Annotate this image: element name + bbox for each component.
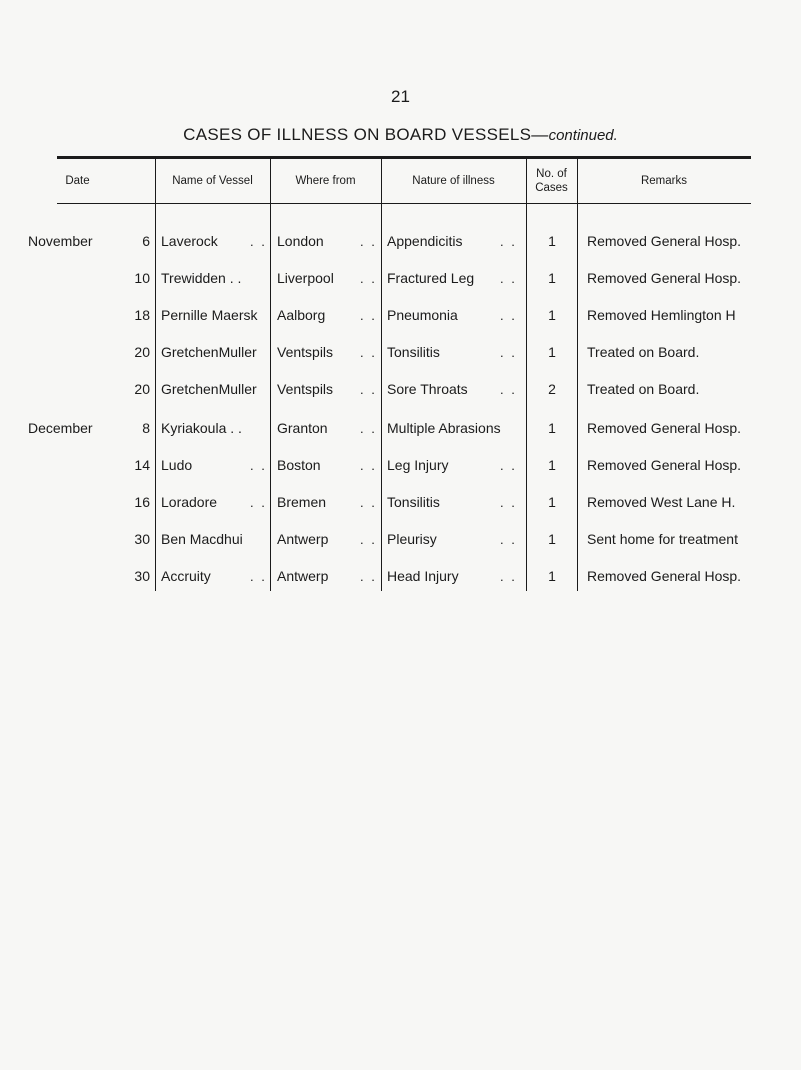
vessel-name: Accruity — [161, 568, 211, 584]
date-day: 10 — [134, 270, 150, 286]
nature-of-illness: Pleurisy — [387, 531, 437, 547]
number-of-cases: 1 — [548, 457, 556, 473]
dot-leader: . . — [360, 345, 377, 360]
remarks: Treated on Board. — [587, 344, 700, 360]
dot-leader: . . — [360, 532, 377, 547]
dot-leader: . . — [500, 495, 517, 510]
vessel-name: Kyriakoula . . — [161, 420, 242, 436]
date-day: 20 — [134, 344, 150, 360]
dot-leader: . . — [360, 458, 377, 473]
nature-of-illness: Leg Injury — [387, 457, 449, 473]
number-of-cases: 1 — [548, 270, 556, 286]
vessel-name: Loradore — [161, 494, 218, 510]
dot-leader: . . — [360, 271, 377, 286]
dot-leader: . . — [500, 458, 517, 473]
date-day: 6 — [142, 233, 150, 249]
dot-leader: . . — [500, 271, 517, 286]
dot-leader: . . — [500, 345, 517, 360]
vessel-name: GretchenMuller — [161, 381, 257, 397]
where-from: Bremen — [277, 494, 327, 510]
title-continued: continued. — [548, 127, 618, 144]
column-header-date: Date — [65, 175, 90, 187]
nature-of-illness: Fractured Leg — [387, 270, 475, 286]
remarks: Removed General Hosp. — [587, 568, 742, 584]
number-of-cases: 1 — [548, 233, 556, 249]
nature-of-illness: Head Injury — [387, 568, 459, 584]
column-header-remarks: Remarks — [640, 175, 687, 187]
nature-of-illness: Appendicitis — [387, 233, 463, 249]
dot-leader: . . — [360, 495, 377, 510]
remarks: Removed Hemlington H — [587, 307, 736, 323]
vessel-name: Ben Macdhui — [161, 531, 243, 547]
dot-leader: . . — [250, 458, 267, 473]
dot-leader: . . — [500, 569, 517, 584]
column-divider — [577, 158, 578, 591]
dot-leader: . . — [250, 234, 267, 249]
vessel-name: Trewidden . . — [161, 270, 242, 286]
dot-leader: . . — [500, 382, 517, 397]
number-of-cases: 1 — [548, 420, 556, 436]
dot-leader: . . — [500, 234, 517, 249]
nature-of-illness: Multiple Abrasions — [387, 420, 501, 436]
where-from: Granton — [277, 420, 328, 436]
vessel-name: Laverock — [161, 233, 218, 249]
column-divider — [155, 158, 156, 591]
date-day: 14 — [134, 457, 150, 473]
page-number: 21 — [391, 87, 410, 106]
number-of-cases: 1 — [548, 568, 556, 584]
vessel-name: GretchenMuller — [161, 344, 257, 360]
remarks: Removed General Hosp. — [587, 457, 742, 473]
dot-leader: . . — [360, 569, 377, 584]
column-header-vessel: Name of Vessel — [172, 175, 253, 187]
remarks: Removed General Hosp. — [587, 233, 742, 249]
dot-leader: . . — [250, 495, 267, 510]
date-day: 18 — [134, 307, 150, 323]
where-from: Antwerp — [277, 568, 329, 584]
dot-leader: . . — [360, 421, 377, 436]
date-month: December — [28, 420, 93, 436]
nature-of-illness: Tonsilitis — [387, 344, 440, 360]
dot-leader: . . — [360, 382, 377, 397]
where-from: London — [277, 233, 324, 249]
date-day: 30 — [134, 531, 150, 547]
date-day: 20 — [134, 381, 150, 397]
nature-of-illness: Tonsilitis — [387, 494, 440, 510]
date-month: November — [28, 233, 93, 249]
column-header-cases: No. of Cases — [535, 168, 568, 194]
remarks: Removed West Lane H. — [587, 494, 736, 510]
where-from: Aalborg — [277, 307, 326, 323]
number-of-cases: 2 — [548, 381, 556, 397]
dot-leader: . . — [500, 532, 517, 547]
column-divider — [270, 158, 271, 591]
column-divider — [381, 158, 382, 591]
page-title — [0, 125, 801, 145]
dot-leader: . . — [250, 569, 267, 584]
vessel-name: Pernille Maersk — [161, 307, 258, 323]
number-of-cases: 1 — [548, 344, 556, 360]
where-from: Liverpool — [277, 270, 334, 286]
vessel-name: Ludo — [161, 457, 193, 473]
remarks: Sent home for treatment — [587, 531, 738, 547]
where-from: Ventspils — [277, 344, 334, 360]
nature-of-illness: Sore Throats — [387, 381, 468, 397]
date-day: 8 — [142, 420, 150, 436]
remarks: Treated on Board. — [587, 381, 700, 397]
where-from: Ventspils — [277, 381, 334, 397]
dot-leader: . . — [500, 308, 517, 323]
remarks: Removed General Hosp. — [587, 420, 742, 436]
column-header-illness: Nature of illness — [412, 175, 495, 187]
date-day: 16 — [134, 494, 150, 510]
number-of-cases: 1 — [548, 531, 556, 547]
dot-leader: . . — [360, 234, 377, 249]
where-from: Antwerp — [277, 531, 329, 547]
nature-of-illness: Pneumonia — [387, 307, 458, 323]
remarks: Removed General Hosp. — [587, 270, 742, 286]
column-divider — [526, 158, 527, 591]
dot-leader: . . — [360, 308, 377, 323]
number-of-cases: 1 — [548, 307, 556, 323]
where-from: Boston — [277, 457, 321, 473]
date-day: 30 — [134, 568, 150, 584]
number-of-cases: 1 — [548, 494, 556, 510]
column-header-where-from: Where from — [295, 175, 356, 187]
title-main: CASES OF ILLNESS ON BOARD VESSELS— — [183, 125, 549, 144]
